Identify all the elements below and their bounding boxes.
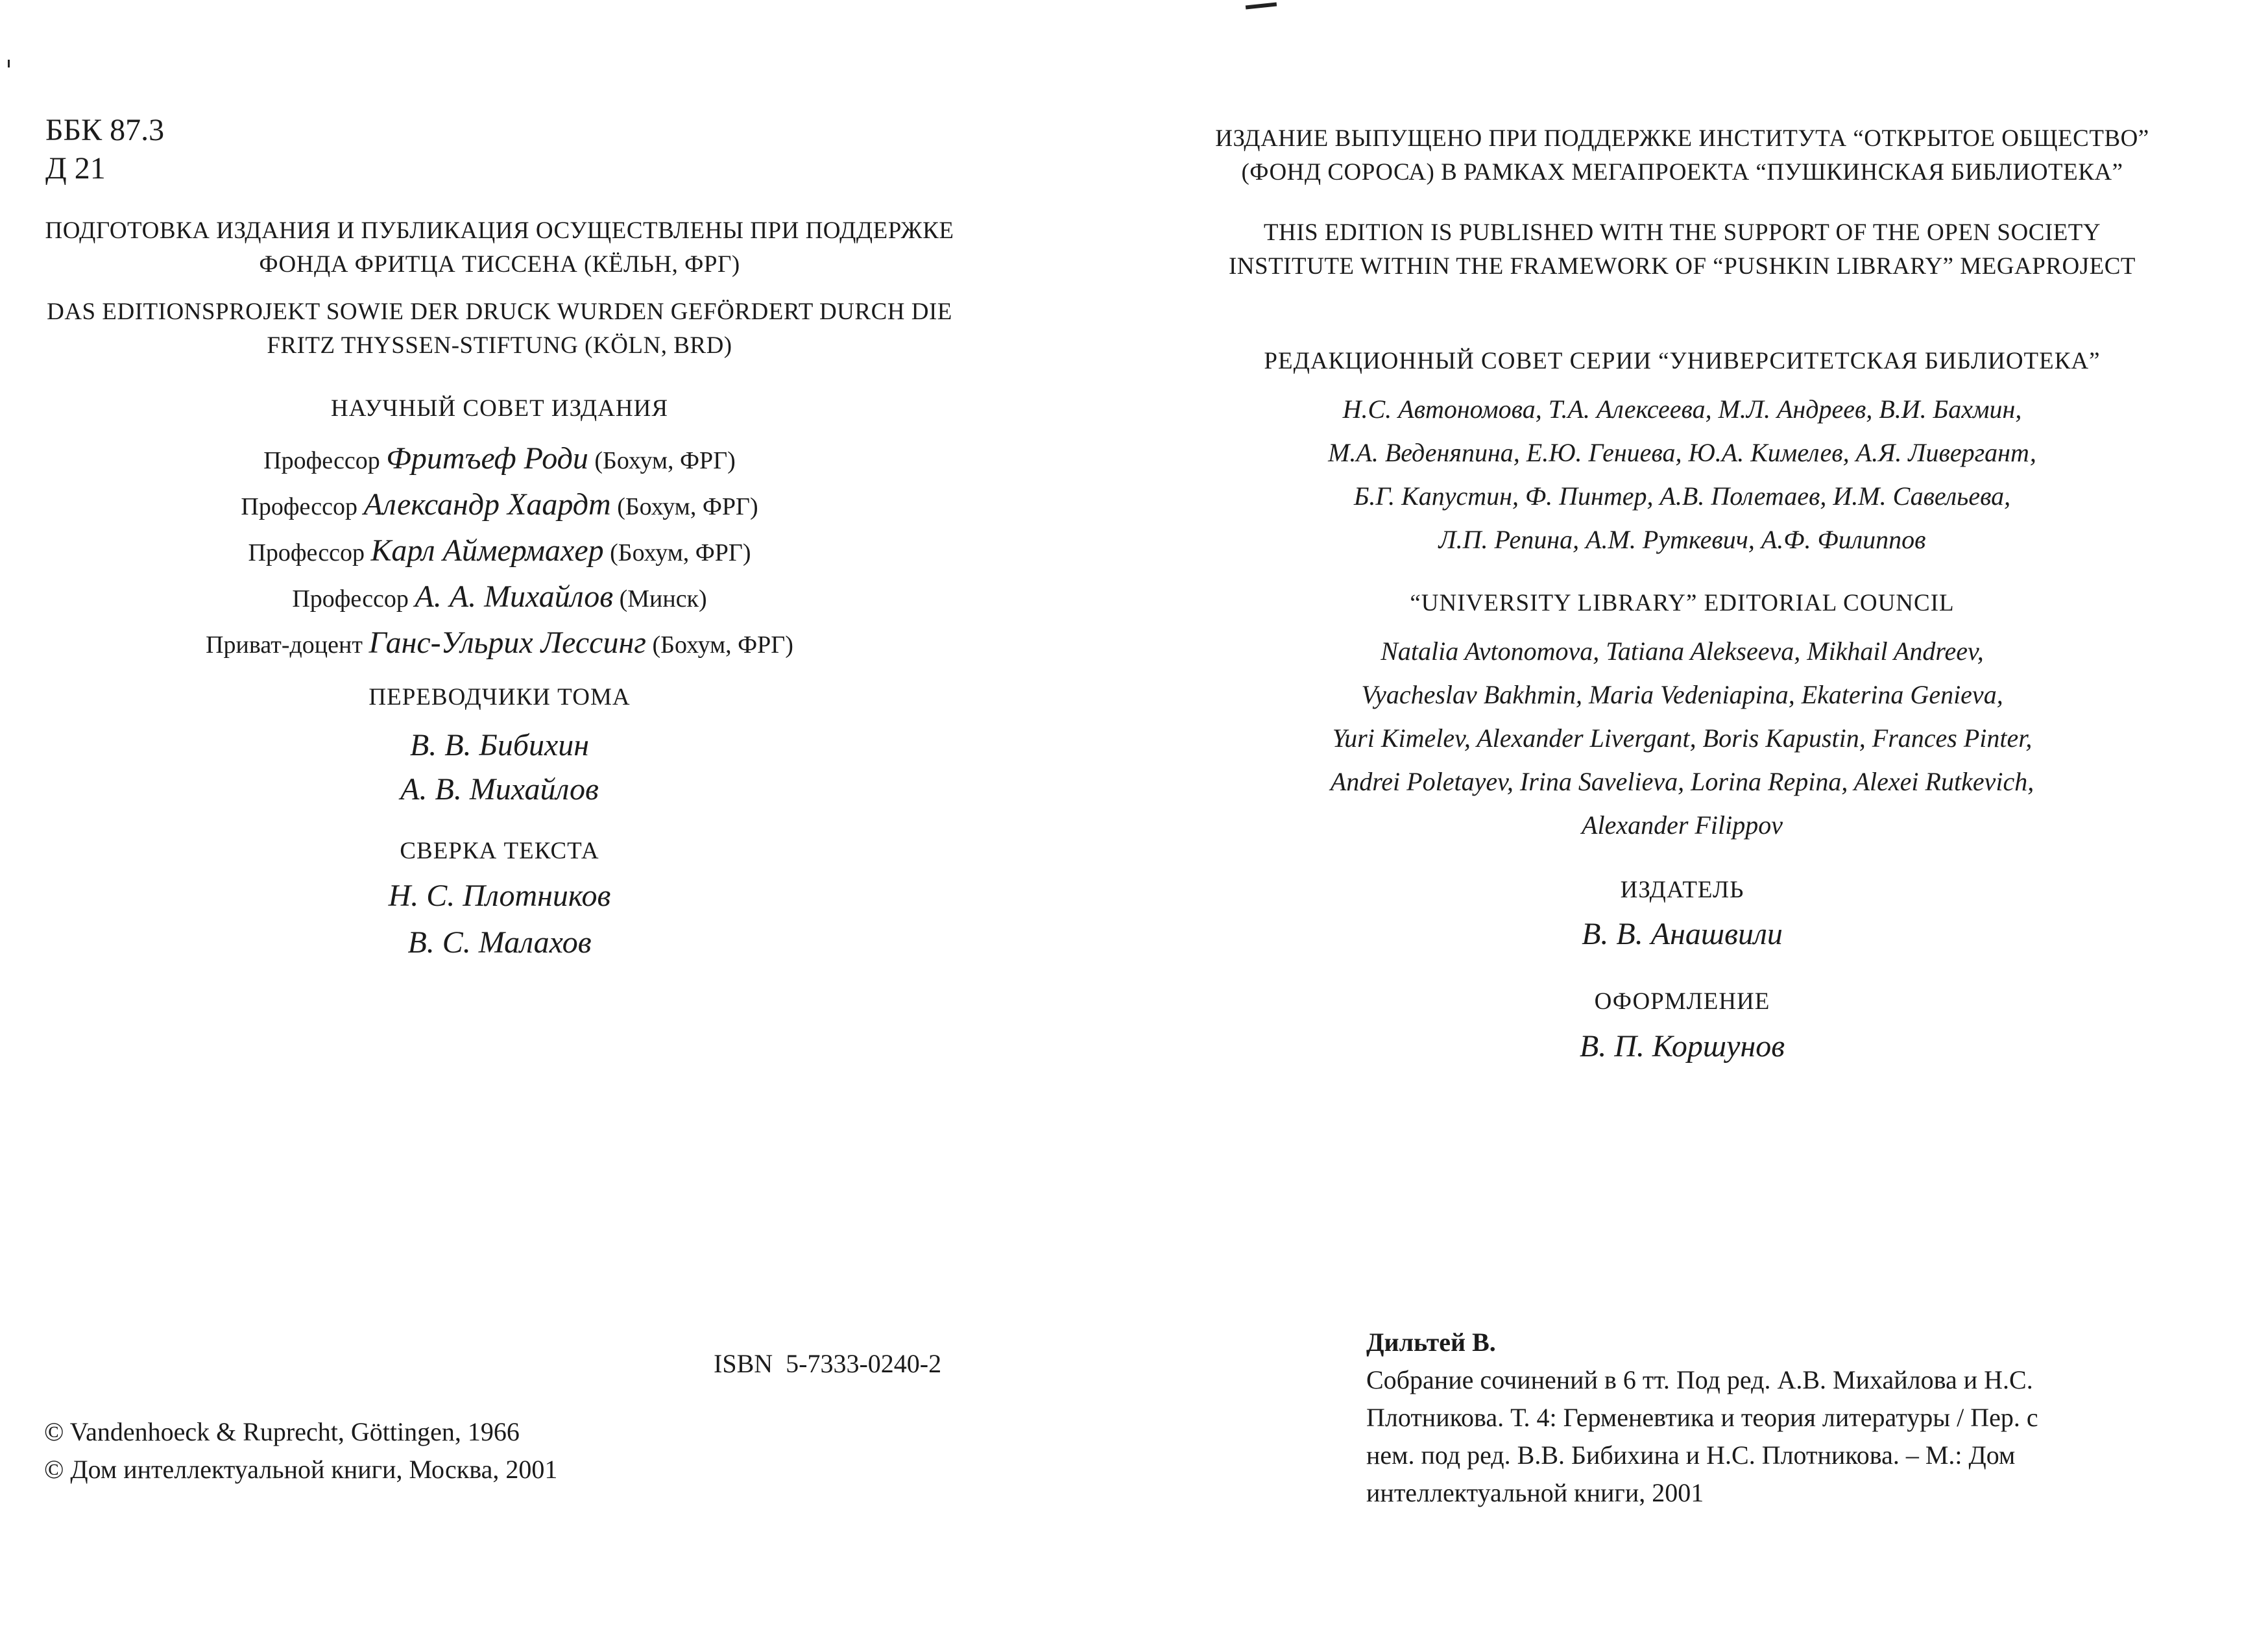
- council-member-title: Профессор: [248, 539, 365, 566]
- council-member: [26, 575, 973, 621]
- isbn: ISBN 5-7333-0240-2: [714, 1349, 942, 1378]
- council-member-place: (Бохум, ФРГ): [617, 493, 758, 520]
- support-ru-line: ФОНДА ФРИТЦА ТИССЕНА (КЁЛЬН, ФРГ): [259, 251, 740, 278]
- support-soros-line: (ФОНД СОРОСА) В РАМКАХ МЕГАПРОЕКТА “ПУШКИНСКАЯ БИБЛИОТЕКА”: [1241, 159, 2123, 186]
- support-ru-line: ПОДГОТОВКА ИЗДАНИЯ И ПУБЛИКАЦИЯ ОСУЩЕСТВЛЕНЫ ПРИ ПОДДЕРЖКЕ: [45, 217, 954, 244]
- copyright-block: [44, 1413, 557, 1488]
- catalog-line: интеллектуальной книги, 2001: [1366, 1478, 1704, 1507]
- proofing-list: [26, 873, 973, 966]
- proofreader-name: Н. С. Плотников: [388, 879, 611, 913]
- council-member-title: Приват-доцент: [206, 631, 363, 659]
- council-list: [26, 437, 973, 667]
- catalog-line: Собрание сочинений в 6 тт. Под ред. А.В. Михайлова и Н.С.: [1366, 1365, 2033, 1394]
- council-en-heading: “UNIVERSITY LIBRARY” EDITORIAL COUNCIL: [1410, 590, 1955, 616]
- bbk-code: ББК 87.3: [45, 113, 165, 147]
- council-ru-line: Н.С. Автономова, Т.А. Алексеева, М.Л. Андреев, В.И. Бахмин,: [1342, 395, 2022, 424]
- council-en-list: [1199, 629, 2165, 847]
- council-en-line: Alexander Filippov: [1582, 810, 1783, 840]
- support-ru-text: [26, 214, 973, 282]
- council-ru-heading: РЕДАКЦИОННЫЙ СОВЕТ СЕРИИ “УНИВЕРСИТЕТСКАЯ БИБЛИОТЕКА”: [1264, 348, 2101, 374]
- council-member: [26, 621, 973, 667]
- council-member-title: Профессор: [263, 447, 380, 474]
- council-member: [26, 529, 973, 575]
- council-member-name: Александр Хаардт: [363, 487, 611, 522]
- support-de-line: FRITZ THYSSEN-STIFTUNG (KÖLN, BRD): [267, 332, 732, 359]
- council-member-place: (Бохум, ФРГ): [594, 447, 736, 474]
- translators-heading: ПЕРЕВОДЧИКИ ТОМА: [368, 684, 631, 711]
- catalog-entry: [1366, 1324, 2038, 1512]
- support-de-text: [26, 295, 973, 363]
- publisher-heading: ИЗДАТЕЛЬ: [1620, 877, 1744, 903]
- council-heading: НАУЧНЫЙ СОВЕТ ИЗДАНИЯ: [331, 395, 668, 422]
- designer-name: В. П. Коршунов: [1579, 1029, 1785, 1063]
- council-member-title: Профессор: [241, 493, 358, 520]
- support-en-line: THIS EDITION IS PUBLISHED WITH THE SUPPORT OF THE OPEN SOCIETY: [1263, 219, 2101, 246]
- council-ru-list: [1199, 387, 2165, 561]
- council-member-name: Ганс-Ульрих Лессинг: [368, 626, 646, 660]
- copyright-line: © Vandenhoeck & Ruprecht, Göttingen, 1966: [44, 1417, 520, 1446]
- translator-name: В. В. Бибихин: [409, 728, 590, 762]
- support-en-text: [1199, 216, 2165, 284]
- catalog-author: Дильтей В.: [1366, 1328, 1496, 1357]
- catalog-line: Плотникова. Т. 4: Герменевтика и теория литературы / Пер. с: [1366, 1403, 2038, 1432]
- council-member: [26, 483, 973, 529]
- catalog-line: нем. под ред. В.В. Бибихина и Н.С. Плотникова. – М.: Дом: [1366, 1440, 2016, 1470]
- council-ru-line: М.А. Веденяпина, Е.Ю. Гениева, Ю.А. Кимелев, А.Я. Ливергант,: [1328, 438, 2036, 467]
- translators-list: [26, 723, 973, 812]
- proofing-heading: СВЕРКА ТЕКСТА: [400, 838, 599, 864]
- council-member-title: Профессор: [292, 585, 409, 613]
- translator-name: А. В. Михайлов: [400, 772, 599, 807]
- support-de-line: DAS EDITIONSPROJEKT SOWIE DER DRUCK WURDEN GEFÖRDERT DURCH DIE: [47, 298, 952, 325]
- council-member-place: (Минск): [619, 585, 707, 613]
- publisher-name: В. В. Анашвили: [1582, 917, 1783, 951]
- council-ru-line: Б.Г. Капустин, Ф. Пинтер, А.В. Полетаев, И.М. Савельева,: [1353, 481, 2011, 511]
- council-en-line: Vyacheslav Bakhmin, Maria Vedeniapina, Ekaterina Genieva,: [1361, 680, 2003, 709]
- council-member-name: Карл Аймермахер: [370, 533, 604, 568]
- design-heading: ОФОРМЛЕНИЕ: [1594, 988, 1770, 1015]
- council-ru-line: Л.П. Репина, А.М. Руткевич, А.Ф. Филиппов: [1438, 525, 1926, 554]
- council-member: [26, 437, 973, 483]
- council-member-place: (Бохум, ФРГ): [652, 631, 793, 659]
- support-en-line: INSTITUTE WITHIN THE FRAMEWORK OF “PUSHKIN LIBRARY” MEGAPROJECT: [1228, 253, 2136, 280]
- proofreader-name: В. С. Малахов: [407, 925, 592, 960]
- copyright-line: © Дом интеллектуальной книги, Москва, 2001: [44, 1455, 558, 1484]
- classification-code: Д 21: [45, 151, 106, 186]
- council-en-line: Natalia Avtonomova, Tatiana Alekseeva, Mikhail Andreev,: [1381, 637, 1984, 666]
- council-en-line: Andrei Poletayev, Irina Savelieva, Lorina Repina, Alexei Rutkevich,: [1330, 767, 2034, 796]
- council-en-line: Yuri Kimelev, Alexander Livergant, Boris Kapustin, Frances Pinter,: [1332, 723, 2033, 753]
- council-member-name: Фритъеф Роди: [386, 441, 588, 476]
- support-soros-line: ИЗДАНИЕ ВЫПУЩЕНО ПРИ ПОДДЕРЖКЕ ИНСТИТУТА “ОТКРЫТОЕ ОБЩЕСТВО”: [1215, 125, 2149, 152]
- council-member-place: (Бохум, ФРГ): [610, 539, 751, 566]
- right-page: [1134, 0, 2268, 1652]
- support-soros-text: [1199, 122, 2165, 189]
- council-member-name: А. А. Михайлов: [415, 579, 614, 614]
